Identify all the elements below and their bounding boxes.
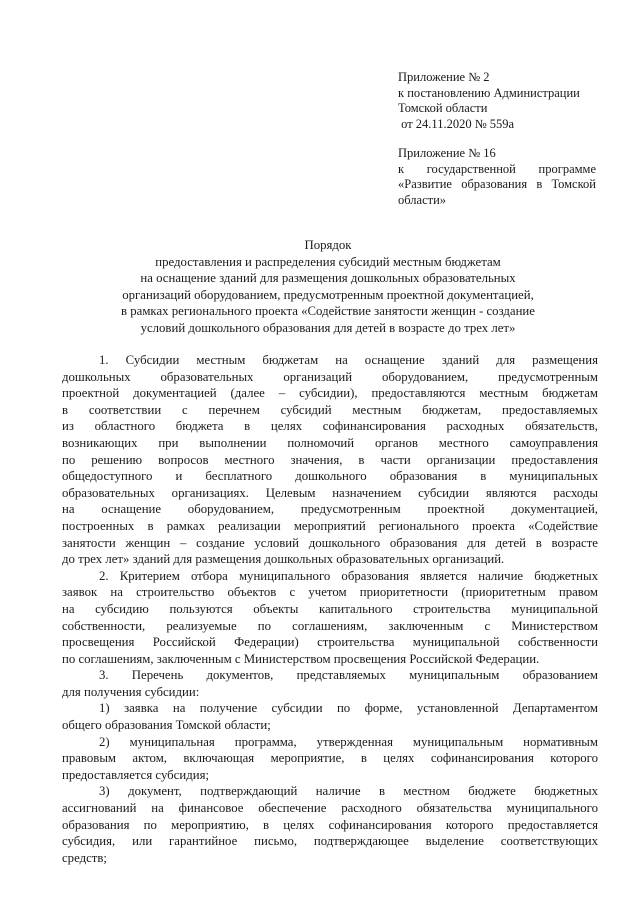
text-line: 2. Критерием отбора муниципального образования является наличие бюджетных	[99, 568, 598, 583]
list-item-2	[62, 734, 598, 784]
title-line: в рамках регионального проекта «Содействие занятости женщин - создание	[121, 304, 535, 319]
appendix-line: области»	[398, 192, 447, 207]
appendix-line: Приложение № 2	[398, 70, 490, 84]
text-line: субсидия, или гарантийное письмо, подтверждающее выделение соответствующих	[62, 834, 598, 849]
text-line: средств;	[62, 850, 107, 865]
text-line: 1) заявка на получение субсидии по форме, установленной Департаментом	[99, 701, 598, 716]
text-line: 1. Субсидии местным бюджетам на оснащение зданий для размещения	[99, 353, 598, 367]
text-line: по решению вопросов местного значения, в части организации предоставления	[62, 452, 598, 467]
text-line: правовым актом, включающая мероприятие, в целях софинансирования которого	[62, 751, 598, 766]
text-line: из областного бюджета в целях софинансирования расходных обязательств,	[62, 419, 598, 434]
text-line: заявок на строительство объектов с учетом приоритетности (приоритетным правом	[62, 585, 598, 600]
appendix-line: от 24.11.2020 № 559а	[398, 116, 515, 131]
paragraph-2	[62, 568, 598, 668]
text-line: возникающих при выполнении полномочий органов местного самоуправления	[62, 435, 598, 450]
text-line: в соответствии с перечнем субсидий местным бюджетам, предоставляемых	[62, 402, 598, 417]
text-line: просвещения Российской Федерации) строительства муниципальной собственности	[62, 635, 598, 650]
text-line: дошкольных образовательных организаций оборудованием, предусмотренным	[62, 369, 598, 384]
appendix-line: к государственной программе	[398, 161, 596, 176]
text-line: общедоступного и бесплатного дошкольного образования в муниципальных	[62, 469, 598, 484]
text-line: 2) муниципальная программа, утвержденная муниципальным нормативным	[99, 734, 598, 749]
text-line: образовательных организациях. Целевым назначением субсидии являются расходы	[62, 485, 598, 500]
document-title	[60, 237, 596, 337]
appendix-line: Приложение № 16	[398, 146, 496, 160]
title-line: предоставления и распределения субсидий местным бюджетам	[155, 254, 501, 269]
text-line: 3) документ, подтверждающий наличие в местном бюджете бюджетных	[99, 784, 598, 799]
text-line: на оснащение оборудованием, предусмотренным проектной документацией,	[62, 502, 598, 517]
appendix-line: Томской области	[398, 101, 488, 115]
paragraph-1	[62, 352, 598, 568]
text-line: по соглашениям, заключенным с Министерством просвещения Российской Федерации.	[62, 651, 540, 666]
title-line: на оснащение зданий для размещения дошкольных образовательных	[140, 271, 516, 286]
appendix-block-1	[398, 70, 596, 132]
title-line: организаций оборудованием, предусмотренным проектной документацией,	[122, 287, 534, 302]
text-line: ассигнований на финансовое обеспечение расходного обязательства муниципального	[62, 801, 598, 816]
text-line: до трех лет» зданий для размещения дошкольных образовательных организаций.	[62, 552, 505, 567]
appendix-line: «Развитие образования в Томской	[398, 177, 596, 191]
text-line: 3. Перечень документов, представляемых муниципальным образованием	[99, 668, 598, 683]
text-line: проектной документацией (далее – субсидии), предоставляются местным бюджетам	[62, 386, 598, 401]
appendix-block-2	[398, 146, 596, 208]
text-line: собственности, реализуемые по соглашениям, заключенным с Министерством	[62, 618, 598, 633]
list-item-3	[62, 783, 598, 866]
text-line: общего образования Томской области;	[62, 718, 271, 733]
text-line: предоставляется субсидия;	[62, 767, 210, 782]
title-line: условий дошкольного образования для детей в возрасте до трех лет»	[140, 320, 516, 335]
appendix-line: к постановлению Администрации	[398, 85, 580, 100]
text-line: на субсидию пользуются объекты капитального строительства муниципальной	[62, 601, 598, 616]
document-body	[62, 352, 598, 866]
title-line: Порядок	[304, 238, 352, 252]
list-item-1	[62, 700, 598, 733]
text-line: для получения субсидии:	[62, 684, 200, 699]
text-line: построенных в рамках реализации мероприятий регионального проекта «Содействие	[62, 518, 598, 533]
paragraph-3	[62, 667, 598, 700]
text-line: образования по мероприятию, в целях софинансирования которого предоставляется	[62, 817, 598, 832]
text-line: занятости женщин – создание условий дошкольного образования для детей в возрасте	[62, 535, 598, 550]
